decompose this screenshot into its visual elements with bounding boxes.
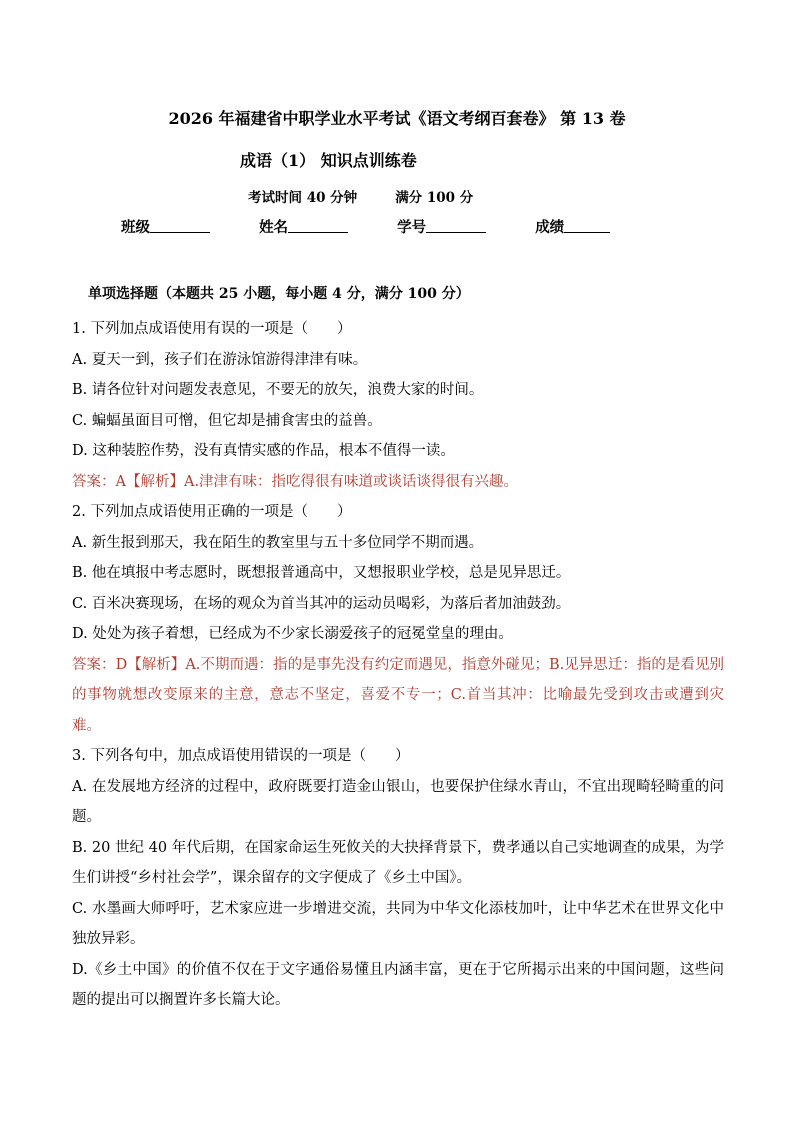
question-stem: 2. 下列加点成语使用正确的一项是（ ） [72,504,352,520]
question-list [72,314,724,1016]
student-id-field[interactable]: 学号 [397,216,486,237]
question-stem: 3. 下列各句中，加点成语使用错误的一项是（ ） [72,748,410,764]
option-b: B. 请各位针对问题发表意见，不要无的放矢，浪费大家的时间。 [72,382,484,398]
option-b: B. 他在填报中考志愿时，既想报普通高中，又想报职业学校，总是见异思迁。 [72,565,571,581]
exam-subtitle: 成语（1） 知识点训练卷 [240,151,417,170]
option-b: B. 20 世纪 40 年代后期，在国家命运生死攸关的大抉择背景下，费孝通以自己实地调查的成果，为学生们讲授“乡村社会学”，课余留存的文字便成了《乡土中国》。 [72,839,724,886]
option-a: A. 在发展地方经济的过程中，政府既要打造金山银山，也要保护住绿水青山，不宜出现畸轻畸重的问题。 [72,778,724,825]
exam-title: 2026 年福建省中职学业水平考试《语文考纲百套卷》 第 13 卷 [168,109,626,128]
answer-explanation: 答案：D【解析】A.不期而遇：指的是事先没有约定而遇见，指意外碰见；B.见异思迁：指的是看见别的事物就想改变原来的主意，意志不坚定，喜爱不专一；C.首当其冲：比喻最先受到攻击或遭到灾难。 [72,656,724,734]
option-d: D.《乡土中国》的价值不仅在于文字通俗易懂且内涵丰富，更在于它所揭示出来的中国问题，这些问题的提出可以搁置许多长篇大论。 [72,961,724,1008]
option-c: C. 百米决赛现场，在场的观众为首当其冲的运动员喝彩，为落后者加油鼓劲。 [72,595,571,612]
question-stem: 1. 下列加点成语使用有误的一项是（ ） [72,321,352,337]
name-field[interactable]: 姓名 [259,216,348,237]
option-c: C. 水墨画大师呼吁，艺术家应进一步增进交流，共同为中华文化添枝加叶，让中华艺术在世界文化中独放异彩。 [72,900,724,947]
exam-time: 考试时间 40 分钟 [248,190,358,206]
option-d: D. 处处为孩子着想，已经成为不少家长溺爱孩子的冠冕堂皇的理由。 [72,626,513,642]
section-heading: 单项选择题（本题共 25 小题，每小题 4 分，满分 100 分） [88,286,470,302]
option-a: A. 夏天一到，孩子们在游泳馆游得津津有味。 [72,351,368,368]
grade-field[interactable]: 成绩 [535,216,610,237]
exam-score: 满分 100 分 [395,190,474,206]
answer-explanation: 答案：A【解析】A.津津有味：指吃得很有味道或谈话谈得很有兴趣。 [72,473,519,490]
option-d: D. 这种装腔作势，没有真情实感的作品，根本不值得一读。 [72,443,455,459]
option-c: C. 蝙蝠虽面目可憎，但它却是捕食害虫的益兽。 [72,412,382,429]
class-field[interactable]: 班级 [121,216,210,237]
exam-meta [248,186,473,206]
student-info-fields [121,216,654,237]
option-a: A. 新生报到那天，我在陌生的教室里与五十多位同学不期而遇。 [72,534,484,551]
